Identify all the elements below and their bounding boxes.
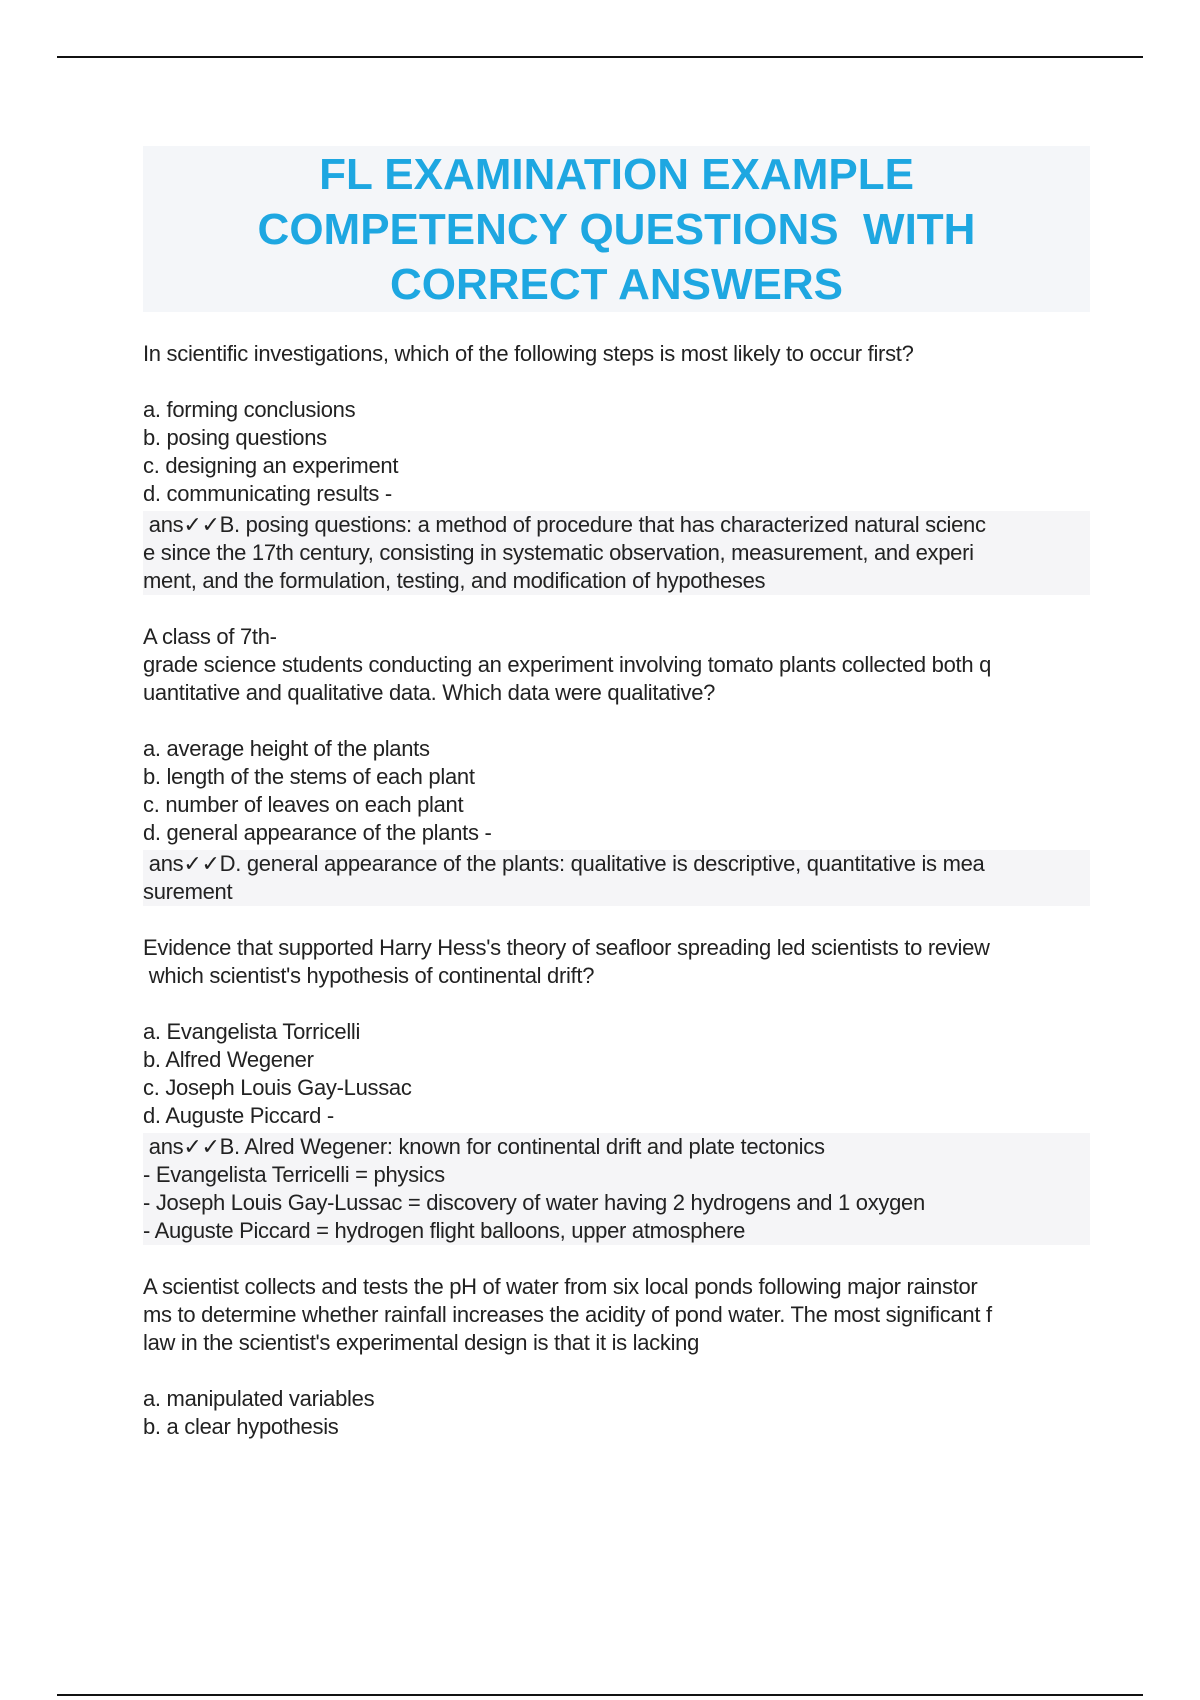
answer-line: ans✓✓B. posing questions: a method of procedure that has characterized natural scienc [143, 512, 986, 537]
answer-3 [143, 1133, 1090, 1245]
answer-line: - Auguste Piccard = hydrogen flight balloons, upper atmosphere [143, 1218, 746, 1243]
answer-1 [143, 511, 1090, 595]
option-c: c. designing an experiment [143, 453, 399, 478]
answer-line: ment, and the formulation, testing, and modification of hypotheses [143, 568, 766, 593]
options-1 [143, 396, 1090, 508]
qa-block-2 [143, 623, 1090, 906]
question-1 [143, 340, 1090, 368]
option-a: a. average height of the plants [143, 736, 430, 761]
question-2 [143, 623, 1090, 707]
answer-line: ans✓✓B. Alred Wegener: known for continental drift and plate tectonics [143, 1134, 825, 1159]
options-4 [143, 1385, 1090, 1441]
document-body [143, 146, 1090, 1441]
option-b: b. posing questions [143, 425, 327, 450]
title-line-1: FL EXAMINATION EXAMPLE [319, 149, 914, 199]
qa-list [143, 340, 1090, 1441]
option-a: a. manipulated variables [143, 1386, 375, 1411]
option-d: d. general appearance of the plants - [143, 820, 492, 845]
question-line: In scientific investigations, which of the following steps is most likely to occur first? [143, 341, 914, 366]
question-line: A scientist collects and tests the pH of water from six local ponds following major rainstor [143, 1274, 978, 1299]
question-line: grade science students conducting an experiment involving tomato plants collected both q [143, 652, 992, 677]
title-banner [143, 146, 1090, 312]
answer-line: - Evangelista Terricelli = physics [143, 1162, 445, 1187]
answer-line: e since the 17th century, consisting in systematic observation, measurement, and experi [143, 540, 974, 565]
answer-line: surement [143, 879, 233, 904]
question-3 [143, 934, 1090, 990]
question-line: which scientist's hypothesis of continental drift? [143, 963, 595, 988]
qa-block-4 [143, 1273, 1090, 1441]
question-line: uantitative and qualitative data. Which data were qualitative? [143, 680, 716, 705]
title-line-2: COMPETENCY QUESTIONS WITH [257, 204, 976, 254]
bottom-rule [57, 1694, 1143, 1696]
option-c: c. Joseph Louis Gay-Lussac [143, 1075, 412, 1100]
option-b: b. Alfred Wegener [143, 1047, 314, 1072]
option-b: b. length of the stems of each plant [143, 764, 475, 789]
answer-2 [143, 850, 1090, 906]
option-b: b. a clear hypothesis [143, 1414, 339, 1439]
options-3 [143, 1018, 1090, 1130]
options-2 [143, 735, 1090, 847]
option-d: d. Auguste Piccard - [143, 1103, 334, 1128]
question-line: ms to determine whether rainfall increases the acidity of pond water. The most significant f [143, 1302, 992, 1327]
option-d: d. communicating results - [143, 481, 392, 506]
qa-block-3 [143, 934, 1090, 1245]
top-rule [57, 56, 1143, 58]
question-line: A class of 7th- [143, 624, 277, 649]
question-4 [143, 1273, 1090, 1357]
answer-line: ans✓✓D. general appearance of the plants: qualitative is descriptive, quantitative is mea [143, 851, 985, 876]
answer-line: - Joseph Louis Gay-Lussac = discovery of water having 2 hydrogens and 1 oxygen [143, 1190, 925, 1215]
question-line: Evidence that supported Harry Hess's theory of seafloor spreading led scientists to review [143, 935, 990, 960]
option-c: c. number of leaves on each plant [143, 792, 464, 817]
title-line-3: CORRECT ANSWERS [389, 259, 844, 309]
qa-block-1 [143, 340, 1090, 595]
option-a: a. forming conclusions [143, 397, 356, 422]
option-a: a. Evangelista Torricelli [143, 1019, 361, 1044]
question-line: law in the scientist's experimental design is that it is lacking [143, 1330, 700, 1355]
